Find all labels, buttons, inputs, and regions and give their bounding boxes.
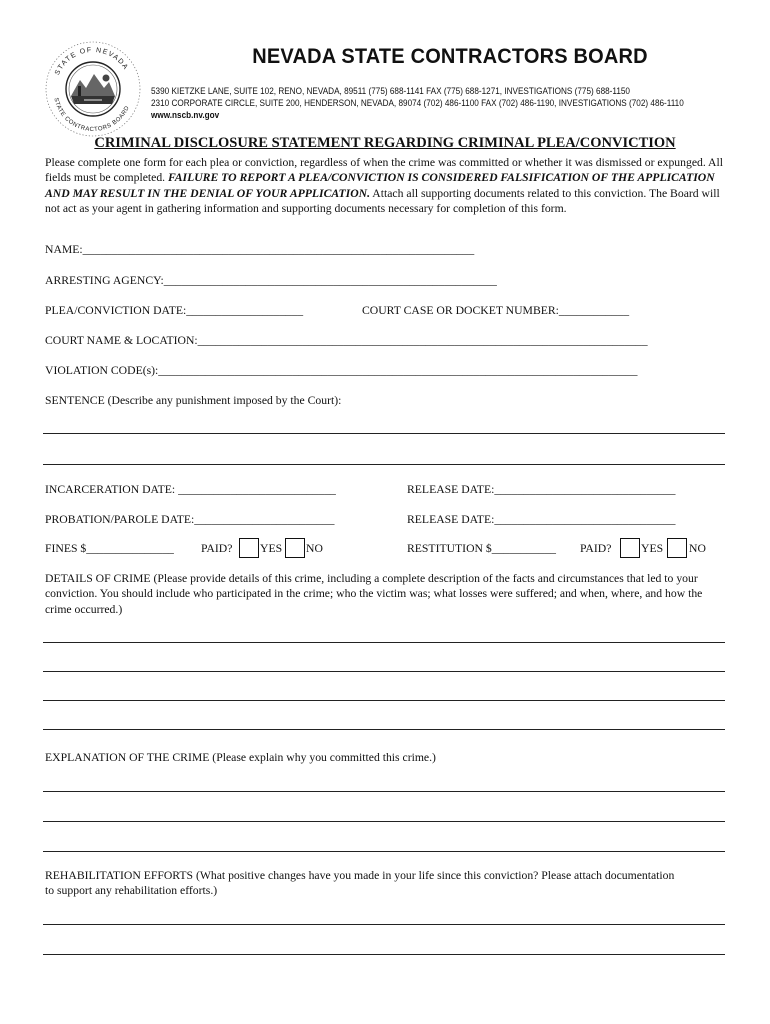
court-case-number-field[interactable]: COURT CASE OR DOCKET NUMBER:____________: [362, 304, 630, 317]
details-line-2[interactable]: [43, 671, 725, 672]
incarceration-date-field[interactable]: INCARCERATION DATE: ___________________________: [45, 483, 336, 496]
seal-bottom-text: STATE CONTRACTORS BOARD: [52, 97, 131, 134]
release-date-field-2[interactable]: RELEASE DATE:_______________________________: [407, 513, 676, 526]
form-title: CRIMINAL DISCLOSURE STATEMENT REGARDING CRIMINAL PLEA/CONVICTION: [94, 135, 676, 151]
plea-conviction-date-field[interactable]: PLEA/CONVICTION DATE:____________________: [45, 304, 304, 317]
sentence-line-2[interactable]: [43, 464, 725, 465]
fines-no-label: NO: [306, 542, 323, 555]
release-date-field-1[interactable]: RELEASE DATE:_______________________________: [407, 483, 676, 496]
fines-yes-label: YES: [260, 542, 283, 555]
probation-parole-date-field[interactable]: PROBATION/PAROLE DATE:________________________: [45, 513, 335, 526]
fines-field[interactable]: FINES $_______________: [45, 542, 174, 555]
henderson-address: 2310 CORPORATE CIRCLE, SUITE 200, HENDERSON, NEVADA, 89074 (702) 486-1100 FAX (702) 486-1190, INVESTIGATIONS (702) 486-1110: [151, 98, 684, 108]
arresting-agency-field[interactable]: ARRESTING AGENCY:_________________________________________________________: [45, 274, 497, 287]
explanation-line-3[interactable]: [43, 851, 725, 852]
restitution-paid-yes-checkbox[interactable]: [620, 538, 640, 558]
instructions-text: Please complete one form for each plea or conviction, regardless of when the crime was committed or whether it was dismissed or expunged. All fields must be completed.: [45, 156, 723, 185]
details-line-1[interactable]: [43, 642, 725, 643]
fines-paid-yes-checkbox[interactable]: [239, 538, 259, 558]
restitution-field[interactable]: RESTITUTION $___________: [407, 542, 557, 555]
details-line-4[interactable]: [43, 729, 725, 730]
name-field[interactable]: NAME:___________________________________________________________________: [45, 243, 475, 256]
fines-paid-label: PAID?: [201, 542, 233, 555]
details-line-3[interactable]: [43, 700, 725, 701]
nevada-state-seal: [44, 40, 142, 138]
restitution-yes-label: YES: [641, 542, 664, 555]
violation-code-field[interactable]: VIOLATION CODE(s):__________________________________________________________________________________: [45, 364, 638, 377]
explanation-line-2[interactable]: [43, 821, 725, 822]
rehabilitation-label: REHABILITATION EFFORTS (What positive changes have you made in your life since this conviction? Please attach documentation to support any rehabilitation efforts.): [45, 869, 675, 898]
website-link[interactable]: www.nscb.nv.gov: [151, 110, 220, 120]
explanation-label: EXPLANATION OF THE CRIME (Please explain why you committed this crime.): [45, 751, 436, 764]
restitution-paid-label: PAID?: [580, 542, 612, 555]
sentence-label: SENTENCE (Describe any punishment imposed by the Court):: [45, 394, 342, 407]
instructions-paragraph: [45, 155, 731, 217]
restitution-paid-no-checkbox[interactable]: [667, 538, 687, 558]
court-name-location-field[interactable]: COURT NAME & LOCATION:_____________________________________________________________________________: [45, 334, 648, 347]
explanation-line-1[interactable]: [43, 791, 725, 792]
falsification-warning: FAILURE TO REPORT A PLEA/CONVICTION IS CONSIDERED FALSIFICATION OF THE APPLICATION AND MAY RESULT IN THE DENIAL OF YOUR APPLICATION.: [45, 171, 715, 200]
rehabilitation-line-2[interactable]: [43, 954, 725, 955]
seal-top-text: STATE OF NEVADA: [53, 46, 130, 77]
reno-address: 5390 KIETZKE LANE, SUITE 102, RENO, NEVADA, 89511 (775) 688-1141 FAX (775) 688-1271, INVESTIGATIONS (775) 688-1150: [151, 86, 630, 96]
details-of-crime-label: DETAILS OF CRIME (Please provide details of this crime, including a complete description of the facts and circumstances that led to your conviction. You should include who participated in the crime; who the victim was; what losses were suffered; and when, where, and how the crime occurred.): [45, 572, 703, 616]
fines-paid-no-checkbox[interactable]: [285, 538, 305, 558]
sentence-line-1[interactable]: [43, 433, 725, 434]
rehabilitation-line-1[interactable]: [43, 924, 725, 925]
restitution-no-label: NO: [689, 542, 706, 555]
board-title: NEVADA STATE CONTRACTORS BOARD: [252, 44, 648, 68]
instructions-text-2: Attach all supporting documents related to this conviction. The Board will not act as your agent in gathering information and supporting documents necessary for completion of this form.: [45, 186, 720, 216]
